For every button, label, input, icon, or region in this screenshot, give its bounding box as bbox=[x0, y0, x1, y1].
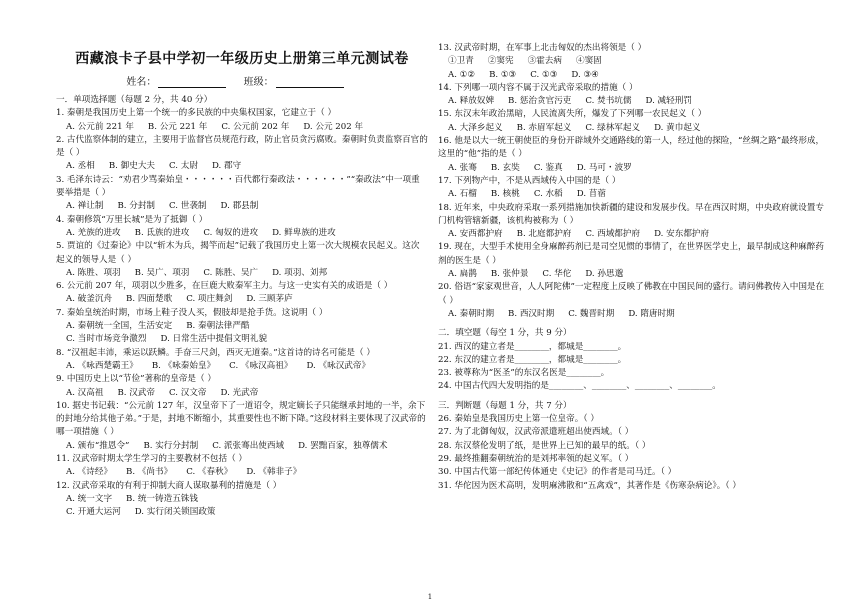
answer-option: C. 魏晋时期 bbox=[568, 308, 615, 319]
answer-option: D. 黄巾起义 bbox=[654, 122, 701, 133]
question-text: 19. 现在，大型手术使用全身麻醉药剂已是司空见惯的事情了，在世界医学史上，最早制成这种麻醉药剂的医生是（ ） bbox=[438, 242, 824, 266]
answer-options bbox=[56, 466, 428, 479]
section-heading: 一．单项选择题（每题 2 分，共 40 分） bbox=[56, 95, 213, 105]
answer-options bbox=[56, 293, 428, 306]
answer-option: C. 西域都护府 bbox=[585, 229, 641, 240]
answer-option: A. 秦朝时期 bbox=[448, 308, 495, 319]
answer-option: A. 扁鹊 bbox=[448, 269, 477, 280]
answer-option: B. 赤眉军起义 bbox=[516, 122, 572, 133]
question-text: 7. 秦始皇统治时期，市场上鞋子没人买，假肢却是抢手货。这说明（ ） bbox=[56, 307, 328, 318]
answer-option: C. 派张骞出使西域 bbox=[212, 440, 285, 451]
answer-option: C. 太尉 bbox=[169, 161, 198, 172]
answer-option: B. 御史大夫 bbox=[108, 161, 156, 172]
answer-option: ②窦宪 bbox=[487, 56, 514, 67]
answer-option: A. 禅让制 bbox=[66, 201, 104, 212]
answer-option: D. 安东都护府 bbox=[654, 229, 710, 240]
answer-option: B. 氐族的进攻 bbox=[134, 227, 190, 238]
answer-option: D. 孙思邈 bbox=[585, 269, 624, 280]
question-text: 30. 中国古代第一部纪传体通史《史记》的作者是司马迁。（ ） bbox=[438, 467, 677, 478]
answer-options bbox=[56, 320, 428, 333]
answer-option: A. 陈胜、项羽 bbox=[66, 267, 121, 278]
answer-option: C. 《咏汉高祖》 bbox=[229, 360, 293, 371]
answer-option: A. 公元前 221 年 bbox=[66, 121, 134, 132]
answer-option: C. 焚书坑儒 bbox=[585, 96, 632, 107]
answer-option: D. 罢黜百家，独尊儒术 bbox=[298, 440, 388, 451]
answer-option: D. 实行闭关锁国政策 bbox=[134, 507, 216, 518]
name-blank[interactable] bbox=[158, 76, 226, 88]
question-text: 24. 中国古代四大发明指的是________、________、________、________。 bbox=[438, 381, 721, 392]
answer-options bbox=[438, 268, 830, 281]
answer-option: A. 颁布“推恩令” bbox=[66, 440, 130, 451]
answer-option: B. 吴广、项羽 bbox=[134, 267, 190, 278]
answer-option: C. 世袭制 bbox=[169, 201, 207, 212]
answer-option: A. 石榴 bbox=[448, 189, 477, 200]
answer-options bbox=[56, 440, 428, 453]
class-blank[interactable] bbox=[276, 76, 344, 88]
question-text: 22. 东汉的建立者是________，都城是________。 bbox=[438, 354, 627, 365]
question-text: 2. 古代监察体制的建立，主要用于监督官员规范行政，防止官员贪污腐败。秦朝时负责监察百官的是（ ） bbox=[56, 134, 428, 159]
answer-option: D. 光武帝 bbox=[220, 387, 259, 398]
answer-option: A. 《诗经》 bbox=[66, 467, 113, 478]
answer-option: B. 分封制 bbox=[117, 201, 156, 212]
answer-option: A. 汉高祖 bbox=[66, 387, 104, 398]
answer-option: B. 《尚书》 bbox=[126, 467, 173, 478]
answer-option: D. 减轻刑罚 bbox=[645, 96, 692, 107]
question-text: 31. 华佗因为医术高明，发明麻沸散和“五禽戏”，其著作是《伤寒杂病论》。（ ） bbox=[438, 480, 741, 491]
answer-options bbox=[56, 333, 428, 346]
section-heading: 二．填空题（每空 1 分，共 9 分） bbox=[438, 328, 572, 339]
question-text: 23. 被尊称为“医圣”的东汉名医是________。 bbox=[438, 368, 610, 379]
answer-options bbox=[438, 55, 830, 68]
answer-option: ①卫青 bbox=[448, 56, 474, 67]
answer-option: C. ①③ bbox=[530, 69, 558, 80]
answer-option: B. 核桃 bbox=[490, 189, 520, 200]
answer-options bbox=[438, 188, 830, 201]
answer-option: C. 当时市场竞争激烈 bbox=[66, 334, 147, 345]
answer-option: C. 鉴真 bbox=[533, 162, 563, 173]
question-text: 14. 下列哪一项内容不属于汉光武帝采取的措施（ ） bbox=[438, 82, 638, 93]
answer-option: C. 水稻 bbox=[533, 189, 563, 200]
answer-option: D. 鲜卑族的进攻 bbox=[272, 227, 336, 238]
answer-option: C. 陈胜、吴广 bbox=[203, 267, 259, 278]
answer-option: D. 项羽、刘邦 bbox=[272, 267, 328, 278]
answer-option: B. 玄奘 bbox=[490, 162, 520, 173]
question-text: 13. 汉武帝时期，在军事上北击匈奴的杰出将领是（ ） bbox=[438, 43, 647, 53]
answer-option: D. 《咏汉武帝》 bbox=[306, 360, 371, 371]
answer-option: A. 大泽乡起义 bbox=[448, 122, 503, 133]
answer-option: ③霍去病 bbox=[527, 56, 562, 67]
answer-option: B. 西汉时期 bbox=[508, 308, 555, 319]
answer-option: A. 破釜沉舟 bbox=[66, 294, 113, 305]
answer-option: B. 张仲景 bbox=[490, 269, 529, 280]
question-text: 5. 贾谊的《过秦论》中以“斩木为兵，揭竿而起”记载了我国历史上第一次大规模农民起义。这次起义的领导人是（ ） bbox=[56, 241, 420, 265]
answer-option: B. 实行分封制 bbox=[143, 440, 199, 451]
question-text: 10. 据史书记载：“公元前 127 年，汉皇帝下了一道诏令，规定嫡长子只能继承封地的一半，余下的封地分给其他子弟。”于是，封地不断缩小，其重要性也不断下降。”这段材料主要体现了汉武帝的哪一项措施（ ） bbox=[56, 400, 426, 438]
answer-options bbox=[56, 227, 428, 240]
answer-options bbox=[56, 493, 428, 506]
answer-option: D. 三顾茅庐 bbox=[246, 294, 293, 305]
answer-option: D. 马可・波罗 bbox=[576, 162, 632, 173]
answer-option: A. 秦朝统一全国，生活安定 bbox=[66, 321, 173, 332]
answer-option: ④窦固 bbox=[575, 56, 602, 67]
answer-options bbox=[56, 121, 428, 134]
question-text: 16. 他是以大一统王朝使臣的身份开辟域外交通路线的第一人，经过他的探险，“丝绸之路”最终形成，这里的“他”指的是（ ） bbox=[438, 136, 825, 160]
answer-option: C. 《春秋》 bbox=[186, 467, 233, 478]
question-text: 21. 西汉的建立者是________，都城是________。 bbox=[438, 341, 627, 352]
question-text: 26. 秦始皇是我国历史上第一位皇帝。（ ） bbox=[438, 414, 599, 425]
answer-option: C. 绿林军起义 bbox=[585, 122, 641, 133]
answer-option: B. 秦朝法律严酷 bbox=[186, 321, 250, 332]
answer-option: C. 汉文帝 bbox=[169, 387, 207, 398]
answer-option: C. 项庄舞剑 bbox=[186, 294, 233, 305]
section-heading: 三．判断题（每题 1 分，共 7 分） bbox=[438, 400, 572, 411]
question-text: 6. 公元前 207 年，项羽以少胜多，在巨鹿大败秦军主力。与这一史实有关的成语是（ ） bbox=[56, 281, 393, 292]
question-text: 12. 汉武帝采取的有利于抑制大商人谋取暴利的措施是（ ） bbox=[56, 480, 282, 491]
answer-options bbox=[56, 267, 428, 280]
left-column bbox=[56, 48, 428, 520]
question-text: 29. 最终推翻秦朝统治的是刘邦率领的起义军。（ ） bbox=[438, 453, 634, 464]
question-text: 9. 中国历史上以“节俭”著称的皇帝是（ ） bbox=[56, 374, 216, 385]
question-text: 4. 秦朝修筑“万里长城”是为了抵御（ ） bbox=[56, 214, 208, 225]
answer-option: B. 《咏秦始皇》 bbox=[151, 360, 216, 371]
answer-options bbox=[438, 69, 830, 82]
answer-option: C. 华佗 bbox=[542, 269, 572, 280]
answer-options bbox=[438, 308, 830, 321]
answer-option: B. 惩治贪官污吏 bbox=[508, 96, 572, 107]
name-label: 姓名： bbox=[126, 77, 157, 88]
answer-option: A. 丞相 bbox=[66, 161, 95, 172]
answer-option: A. 统一文字 bbox=[66, 493, 113, 504]
answer-option: B. ①③ bbox=[489, 69, 517, 80]
answer-option: A. ①② bbox=[448, 69, 476, 80]
answer-option: A. 安西都护府 bbox=[448, 229, 503, 240]
answer-options bbox=[56, 387, 428, 400]
answer-option: D. 《韩非子》 bbox=[246, 467, 302, 478]
answer-option: A. 释放奴婢 bbox=[448, 96, 495, 107]
question-text: 15. 东汉末年政治黑暗，人民流离失所，爆发了下列哪一农民起义（ ） bbox=[438, 109, 707, 120]
question-text: 8. “汉祖起丰沛，乘运以跃鳞。手奋三尺剑，西灭无道秦。”这首诗的诗名可能是（ ） bbox=[56, 347, 375, 358]
answer-options bbox=[56, 360, 428, 373]
question-text: 3. 毛泽东诗云：“劝君少骂秦始皇・・・・・・百代都行秦政法・・・・・・”“秦政法”中一项重要举措是（ ） bbox=[56, 174, 420, 199]
answer-options bbox=[56, 200, 428, 213]
right-column bbox=[438, 42, 830, 493]
answer-options bbox=[438, 95, 830, 108]
question-text: 17. 下列物产中，不是从西域传入中国的是（ ） bbox=[438, 175, 621, 186]
question-text: 18. 近年来，中央政府采取一系列措施加快新疆的建设和发展步伐。早在西汉时期，中央政府就设置专门机构管辖新疆，该机构被称为（ ） bbox=[438, 202, 824, 226]
question-text: 1. 秦朝是我国历史上第一个统一的多民族的中央集权国家，它建立于（ ） bbox=[56, 108, 337, 119]
answer-options bbox=[438, 122, 830, 135]
answer-options bbox=[438, 228, 830, 241]
student-info bbox=[56, 73, 428, 88]
answer-options bbox=[56, 506, 428, 519]
answer-option: C. 开通大运河 bbox=[66, 507, 121, 518]
answer-option: B. 北庭都护府 bbox=[516, 229, 572, 240]
answer-option: D. 郡县制 bbox=[220, 201, 259, 212]
answer-option: D. 隋唐时期 bbox=[628, 308, 675, 319]
answer-option: B. 四面楚歌 bbox=[126, 294, 173, 305]
answer-option: B. 公元 221 年 bbox=[147, 121, 208, 132]
answer-option: C. 匈奴的进攻 bbox=[203, 227, 259, 238]
answer-options bbox=[438, 162, 830, 175]
page-number: 1 bbox=[427, 593, 433, 601]
answer-option: A. 《咏西楚霸王》 bbox=[66, 360, 138, 371]
answer-option: B. 统一铸造五铢钱 bbox=[126, 493, 198, 504]
answer-option: C. 公元前 202 年 bbox=[221, 121, 290, 132]
answer-option: B. 汉武帝 bbox=[117, 387, 156, 398]
answer-options bbox=[56, 160, 428, 173]
question-text: 28. 东汉蔡伦发明了纸，是世界上已知的最早的纸。（ ） bbox=[438, 440, 651, 451]
question-text: 20. 俗语“家家观世音，人人阿陀佛”一定程度上反映了佛教在中国民间的盛行。请问佛教传入中国是在（ ） bbox=[438, 282, 825, 306]
answer-option: D. 郡守 bbox=[211, 161, 242, 172]
exam-title: 西藏浪卡子县中学初一年级历史上册第三单元测试卷 bbox=[75, 51, 409, 67]
question-text: 27. 为了北御匈奴，汉武帝派遣班超出使西域。（ ） bbox=[438, 427, 634, 438]
class-label: 班级： bbox=[243, 77, 274, 88]
question-text: 11. 汉武帝时期太学生学习的主要教材不包括（ ） bbox=[56, 454, 248, 465]
answer-option: D. 苜蓿 bbox=[576, 189, 606, 200]
answer-option: D. 日常生活中提倡文明礼貌 bbox=[160, 334, 268, 345]
answer-option: A. 羌族的进攻 bbox=[66, 227, 121, 238]
answer-option: A. 张骞 bbox=[448, 162, 477, 173]
answer-option: D. ③④ bbox=[571, 69, 599, 80]
answer-option: D. 公元 202 年 bbox=[303, 121, 364, 132]
